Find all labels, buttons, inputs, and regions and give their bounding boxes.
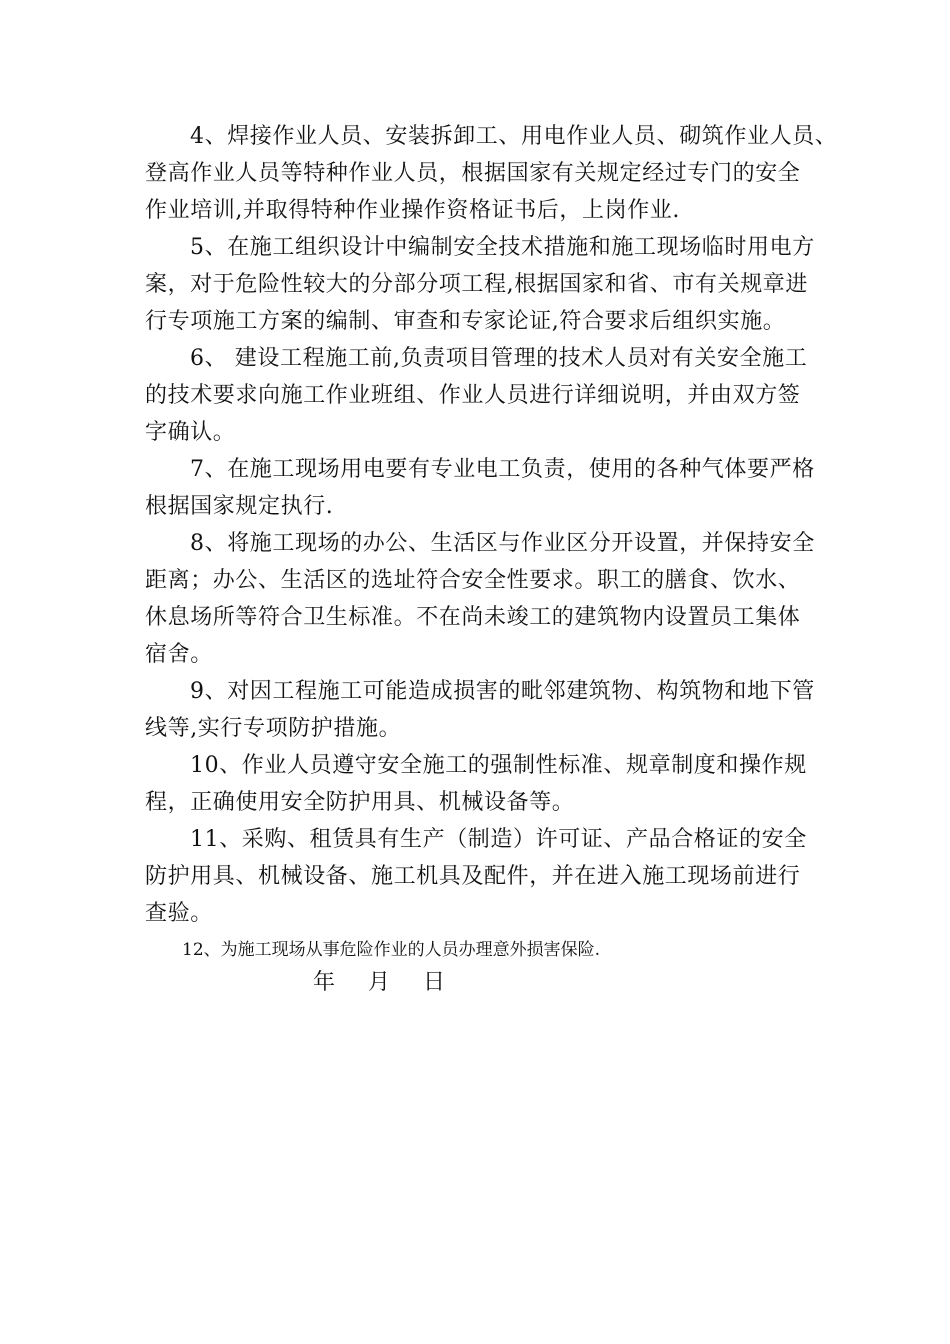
paragraph-8-line-2: 距离；办公、生活区的选址符合安全性要求。职工的膳食、饮水、: [145, 568, 801, 593]
paragraph-4-line-1: 4、焊接作业人员、安装拆卸工、用电作业人员、砌筑作业人员、: [190, 124, 838, 149]
paragraph-5-line-3: 行专项施工方案的编制、审查和专家论证,符合要求后组织实施。: [145, 309, 786, 334]
paragraph-10-line-1: 10、作业人员遵守安全施工的强制性标准、规章制度和操作规: [190, 753, 807, 778]
paragraph-8-line-3: 休息场所等符合卫生标准。不在尚未竣工的建筑物内设置员工集体: [145, 605, 801, 630]
paragraph-10-line-2: 程，正确使用安全防护用具、机械设备等。: [145, 790, 575, 815]
paragraph-7-line-1: 7、在施工现场用电要有专业电工负责，使用的各种气体要严格: [190, 457, 815, 482]
paragraph-11-line-3: 查验。: [145, 901, 213, 926]
paragraph-11-line-1: 11、采购、租赁具有生产（制造）许可证、产品合格证的安全: [190, 827, 807, 852]
paragraph-4-line-2: 登高作业人员等特种作业人员，根据国家有关规定经过专门的安全: [145, 161, 801, 186]
paragraph-9-line-1: 9、对因工程施工可能造成损害的毗邻建筑物、构筑物和地下管: [190, 679, 815, 704]
paragraph-8-line-1: 8、将施工现场的办公、生活区与作业区分开设置，并保持安全: [190, 531, 815, 556]
paragraph-6-line-3: 字确认。: [145, 420, 236, 445]
paragraph-12: 12、为施工现场从事危险作业的人员办理意外损害保险.: [182, 940, 601, 960]
paragraph-9-line-2: 线等,实行专项防护措施。: [145, 716, 402, 741]
paragraph-8-line-4: 宿舍。: [145, 642, 213, 667]
paragraph-7-line-2: 根据国家规定执行.: [145, 494, 334, 519]
paragraph-5-line-1: 5、在施工组织设计中编制安全技术措施和施工现场临时用电方: [190, 235, 815, 260]
paragraph-5-line-2: 案，对于危险性较大的分部分项工程,根据国家和省、市有关规章进: [145, 272, 808, 297]
paragraph-4-line-3: 作业培训,并取得特种作业操作资格证书后，上岗作业.: [145, 198, 680, 223]
paragraph-6-line-1: 6、 建设工程施工前,负责项目管理的技术人员对有关安全施工: [190, 346, 808, 371]
date-line: 年 月 日: [313, 970, 446, 995]
paragraph-11-line-2: 防护用具、机械设备、施工机具及配件，并在进入施工现场前进行: [145, 864, 801, 889]
paragraph-6-line-2: 的技术要求向施工作业班组、作业人员进行详细说明，并由双方签: [145, 383, 801, 408]
